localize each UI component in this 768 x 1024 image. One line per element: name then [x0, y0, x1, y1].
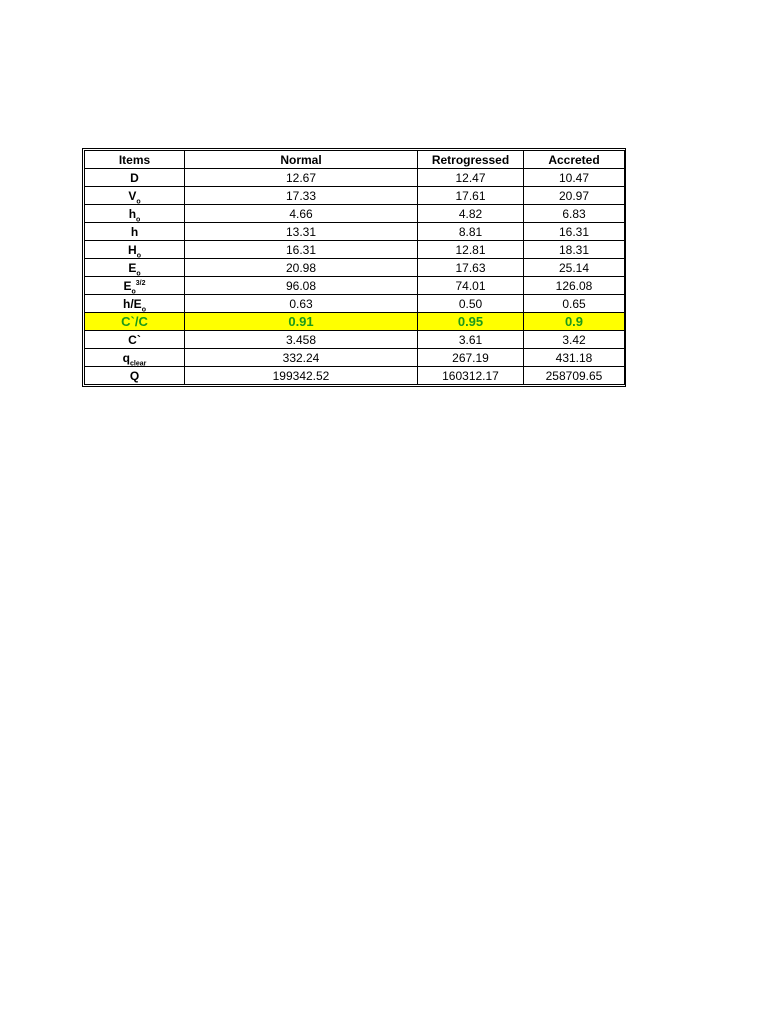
item-symbol: V: [128, 188, 137, 203]
cell-retrogressed: 8.81: [418, 223, 524, 241]
cell-accreted: 258709.65: [524, 367, 625, 385]
cell-normal: 0.63: [185, 295, 418, 313]
table-row: [85, 277, 625, 295]
cell-accreted: 431.18: [524, 349, 625, 367]
cell-retrogressed: 267.19: [418, 349, 524, 367]
table-header-row: [85, 151, 625, 169]
cell-normal: 16.31: [185, 241, 418, 259]
item-symbol: H: [128, 242, 137, 257]
cell-accreted: 10.47: [524, 169, 625, 187]
row-item-label: [85, 295, 185, 313]
table-row: [85, 187, 625, 205]
item-subscript: o: [136, 251, 141, 259]
cell-accreted: 126.08: [524, 277, 625, 295]
item-symbol: C`/C: [121, 313, 148, 329]
row-item-label: [85, 223, 185, 241]
table-row: [85, 169, 625, 187]
cell-accreted: 3.42: [524, 331, 625, 349]
cell-accreted: 0.65: [524, 295, 625, 313]
table-row: [85, 331, 625, 349]
row-item-label: [85, 367, 185, 385]
data-table-frame: [82, 148, 626, 387]
table-row: [85, 241, 625, 259]
cell-retrogressed: 74.01: [418, 277, 524, 295]
item-symbol: D: [130, 170, 139, 185]
cell-normal: 332.24: [185, 349, 418, 367]
item-symbol: h: [128, 206, 137, 221]
cell-accreted: 20.97: [524, 187, 625, 205]
cell-retrogressed: 0.50: [418, 295, 524, 313]
item-symbol: E: [128, 260, 137, 275]
row-item-label: [85, 349, 185, 367]
item-symbol: q: [122, 350, 130, 365]
cell-normal: 96.08: [185, 277, 418, 295]
table-row: [85, 259, 625, 277]
header-retrogressed: Retrogressed: [418, 151, 524, 169]
data-table: [84, 150, 625, 385]
cell-accreted: 0.9: [524, 313, 625, 331]
cell-normal: 17.33: [185, 187, 418, 205]
cell-retrogressed: 4.82: [418, 205, 524, 223]
table-row: [85, 367, 625, 385]
table-row: [85, 223, 625, 241]
cell-normal: 0.91: [185, 313, 418, 331]
header-items: Items: [85, 151, 185, 169]
cell-normal: 4.66: [185, 205, 418, 223]
cell-accreted: 18.31: [524, 241, 625, 259]
cell-retrogressed: 160312.17: [418, 367, 524, 385]
cell-accreted: 25.14: [524, 259, 625, 277]
cell-accreted: 16.31: [524, 223, 625, 241]
item-subscript: o: [131, 287, 136, 295]
row-item-label: [85, 187, 185, 205]
row-item-label: [85, 277, 185, 295]
table-row: [85, 313, 625, 331]
row-item-label: [85, 313, 185, 331]
row-item-label: [85, 259, 185, 277]
item-subscript: clear: [129, 359, 147, 367]
item-symbol: Q: [129, 368, 140, 383]
table-body: [85, 169, 625, 385]
cell-retrogressed: 17.61: [418, 187, 524, 205]
row-item-label: [85, 205, 185, 223]
cell-retrogressed: 12.47: [418, 169, 524, 187]
cell-retrogressed: 0.95: [418, 313, 524, 331]
row-item-label: [85, 331, 185, 349]
item-symbol: h/E: [123, 296, 142, 311]
item-symbol: C`: [128, 332, 141, 347]
cell-normal: 199342.52: [185, 367, 418, 385]
header-accreted: Accreted: [524, 151, 625, 169]
cell-normal: 13.31: [185, 223, 418, 241]
cell-retrogressed: 3.61: [418, 331, 524, 349]
header-normal: Normal: [185, 151, 418, 169]
item-subscript: o: [141, 305, 146, 313]
cell-retrogressed: 17.63: [418, 259, 524, 277]
item-symbol: h: [130, 224, 139, 239]
row-item-label: [85, 241, 185, 259]
cell-retrogressed: 12.81: [418, 241, 524, 259]
table-row: [85, 295, 625, 313]
row-item-label: [85, 169, 185, 187]
cell-normal: 12.67: [185, 169, 418, 187]
item-symbol: E: [123, 278, 132, 293]
table-row: [85, 349, 625, 367]
item-subscript: o: [136, 215, 141, 223]
item-subscript: o: [136, 197, 141, 205]
cell-accreted: 6.83: [524, 205, 625, 223]
item-superscript: 3/2: [135, 279, 146, 287]
table-row: [85, 205, 625, 223]
cell-normal: 3.458: [185, 331, 418, 349]
item-subscript: o: [136, 269, 141, 277]
cell-normal: 20.98: [185, 259, 418, 277]
